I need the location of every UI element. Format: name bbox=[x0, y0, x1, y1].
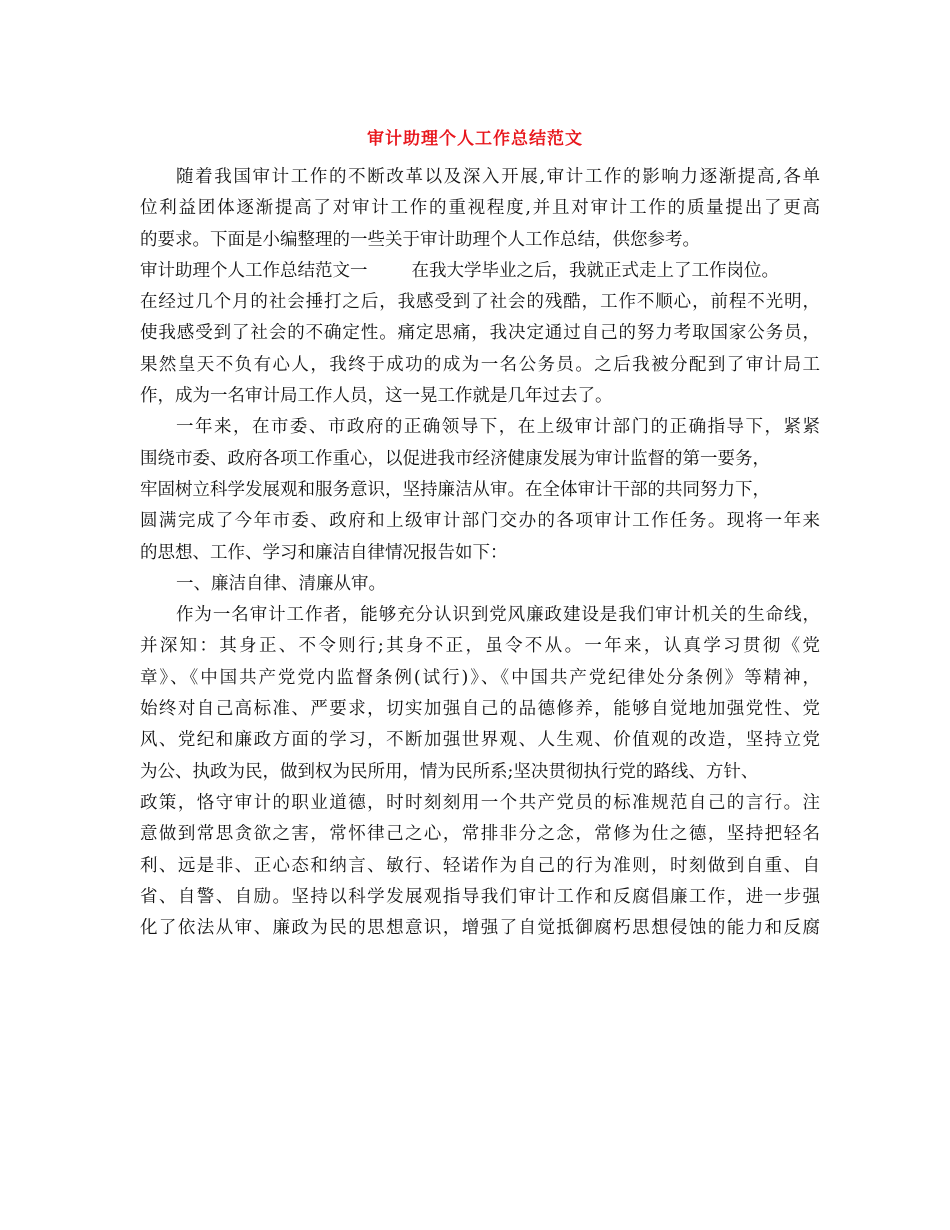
line-text: 一、廉洁自律、清廉从审。 bbox=[176, 573, 386, 594]
text-line bbox=[140, 819, 820, 850]
line-text: 围绕市委、政府各项工作重心，以促进我市经济健康发展为审计监督的第一要务， bbox=[140, 448, 770, 469]
line-text: 章》、《中国共产党党内监督条例(试行)》、《中国共产党纪律处分条例》等精神， bbox=[140, 667, 820, 688]
text-line bbox=[140, 694, 820, 725]
text-line bbox=[140, 851, 820, 882]
text-line bbox=[140, 757, 820, 788]
line-text: 政策，恪守审计的职业道德，时时刻刻用一个共产党员的标准规范自己的言行。注 bbox=[140, 792, 820, 813]
text-line bbox=[140, 162, 820, 193]
line-text: 意做到常思贪欲之害，常怀律己之心，常排非分之念，常修为仕之德，坚持把轻名 bbox=[140, 824, 820, 845]
text-line bbox=[140, 287, 820, 318]
text-line bbox=[140, 444, 820, 475]
line-text: 利、远是非、正心态和纳言、敏行、轻诺作为自己的行为准则，时刻做到自重、自 bbox=[140, 855, 820, 876]
line-text: 圆满完成了今年市委、政府和上级审计部门交办的各项审计工作任务。现将一年来 bbox=[140, 511, 820, 532]
text-line bbox=[140, 412, 820, 443]
line-text: 随着我国审计工作的不断改革以及深入开展,审计工作的影响力逐渐提高,各单 bbox=[176, 167, 820, 187]
text-line bbox=[140, 882, 820, 913]
text-line bbox=[140, 506, 820, 537]
line-text: 的要求。下面是小编整理的一些关于审计助理个人工作总结，供您参考。 bbox=[140, 229, 700, 250]
document-title: 审计助理个人工作总结范文 bbox=[367, 129, 583, 149]
line-text: 的思想、工作、学习和廉洁自律情况报告如下： bbox=[140, 542, 508, 563]
line-text: 在我大学毕业之后，我就正式走上了工作岗位。 bbox=[411, 260, 779, 281]
text-line bbox=[140, 631, 820, 662]
text-line bbox=[140, 663, 820, 694]
document-body bbox=[140, 162, 820, 944]
text-line bbox=[140, 725, 820, 756]
text-line bbox=[140, 475, 820, 506]
line-text: 使我感受到了社会的不确定性。痛定思痛，我决定通过自己的努力考取国家公务员， bbox=[140, 323, 820, 344]
line-text: 位利益团体逐渐提高了对审计工作的重视程度,并且对审计工作的质量提出了更高 bbox=[140, 198, 820, 219]
line-text: 始终对自己高标准、严要求，切实加强自己的品德修养，能够自觉地加强党性、党 bbox=[140, 699, 820, 720]
line-text: 并深知：其身正、不令则行;其身不正，虽令不从。一年来，认真学习贯彻《党 bbox=[140, 636, 820, 657]
text-line bbox=[140, 256, 820, 287]
section-heading: 审计助理个人工作总结范文一 bbox=[140, 260, 368, 281]
line-text: 一年来，在市委、市政府的正确领导下，在上级审计部门的正确指导下，紧紧 bbox=[176, 417, 820, 438]
line-text: 化了依法从审、廉政为民的思想意识，增强了自觉抵御腐朽思想侵蚀的能力和反腐 bbox=[140, 918, 820, 939]
line-text: 作，成为一名审计局工作人员，这一晃工作就是几年过去了。 bbox=[140, 386, 613, 407]
text-line bbox=[140, 600, 820, 631]
text-line bbox=[140, 318, 820, 349]
text-line bbox=[140, 913, 820, 944]
text-line bbox=[140, 538, 820, 569]
line-text: 果然皇天不负有心人，我终于成功的成为一名公务员。之后我被分配到了审计局工 bbox=[140, 354, 820, 375]
text-line bbox=[140, 381, 820, 412]
text-line bbox=[140, 225, 820, 256]
text-line bbox=[140, 350, 820, 381]
line-text: 为公、执政为民，做到权为民所用，情为民所系;坚决贯彻执行党的路线、方针、 bbox=[140, 761, 759, 782]
text-line bbox=[140, 569, 820, 600]
text-line bbox=[140, 788, 820, 819]
line-text: 牢固树立科学发展观和服务意识，坚持廉洁从审。在全体审计干部的共同努力下， bbox=[140, 479, 770, 500]
text-line bbox=[140, 193, 820, 224]
line-text: 省、自警、自励。坚持以科学发展观指导我们审计工作和反腐倡廉工作，进一步强 bbox=[140, 886, 820, 907]
line-text: 作为一名审计工作者，能够充分认识到党风廉政建设是我们审计机关的生命线， bbox=[176, 605, 820, 626]
line-text: 在经过几个月的社会捶打之后，我感受到了社会的残酷，工作不顺心，前程不光明， bbox=[140, 292, 820, 313]
line-text: 风、党纪和廉政方面的学习，不断加强世界观、人生观、价值观的改造，坚持立党 bbox=[140, 730, 820, 751]
